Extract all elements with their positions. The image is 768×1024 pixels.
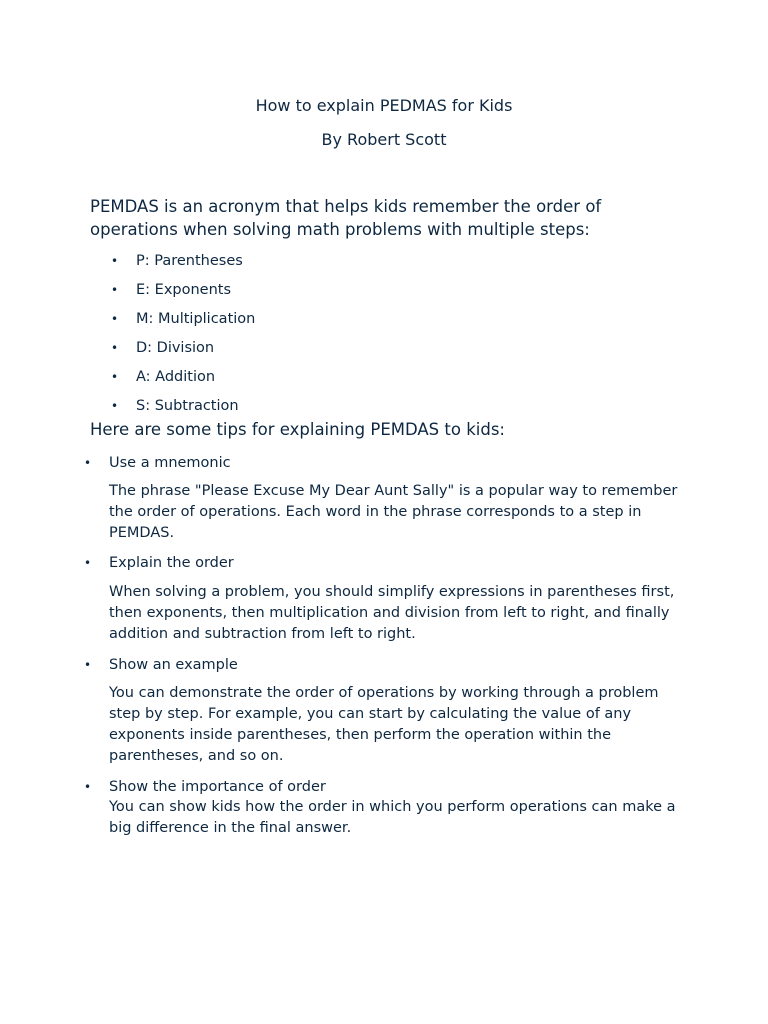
list-item-text: S: Subtraction <box>136 398 239 414</box>
list-item-text: D: Division <box>136 340 215 356</box>
list-item <box>0 337 255 366</box>
tips-heading: Here are some tips for explaining PEMDAS to kids: <box>90 420 505 439</box>
tip-body: The phrase "Please Excuse My Dear Aunt Sally" is a popular way to remember the order of operations. Each word in the phrase corresponds to a step in PEMDAS. <box>109 483 678 541</box>
tip-body: When solving a problem, you should simplify expressions in parentheses first, then exponents, then multiplication and division from left to right, and finally addition and subtraction from left to right. <box>109 584 675 642</box>
tip-title: Show an example <box>109 657 238 673</box>
bullet-icon: • <box>111 254 119 268</box>
tip-title: Use a mnemonic <box>109 455 231 471</box>
bullet-icon: • <box>84 658 92 672</box>
bullet-icon: • <box>111 341 119 355</box>
bullet-icon: • <box>84 780 92 794</box>
document-author: By Robert Scott <box>321 130 447 149</box>
bullet-icon: • <box>84 456 92 470</box>
bullet-icon: • <box>84 556 92 570</box>
bullet-icon: • <box>111 312 119 326</box>
tip-body: You can show kids how the order in which you perform operations can make a big difference in the final answer. <box>109 799 676 836</box>
list-item <box>0 308 255 337</box>
list-item <box>0 279 255 308</box>
list-item-text: E: Exponents <box>136 282 232 298</box>
tip-title: Explain the order <box>109 555 234 571</box>
list-item-text: A: Addition <box>136 369 216 385</box>
list-item <box>0 366 255 395</box>
pemdas-list <box>0 250 255 424</box>
list-item <box>0 250 255 279</box>
bullet-icon: • <box>111 283 119 297</box>
intro-paragraph: PEMDAS is an acronym that helps kids remember the order of operations when solving math problems with multiple steps: <box>90 197 602 239</box>
tip-body: You can demonstrate the order of operations by working through a problem step by step. For example, you can start by calculating the value of any exponents inside parentheses, then perform the operation within the parentheses, and so on. <box>109 685 659 764</box>
list-item-text: M: Multiplication <box>136 311 256 327</box>
document-title: How to explain PEDMAS for Kids <box>255 96 513 115</box>
list-item-text: P: Parentheses <box>136 253 243 269</box>
bullet-icon: • <box>111 370 119 384</box>
tip-title: Show the importance of order <box>109 779 326 795</box>
bullet-icon: • <box>111 399 119 413</box>
